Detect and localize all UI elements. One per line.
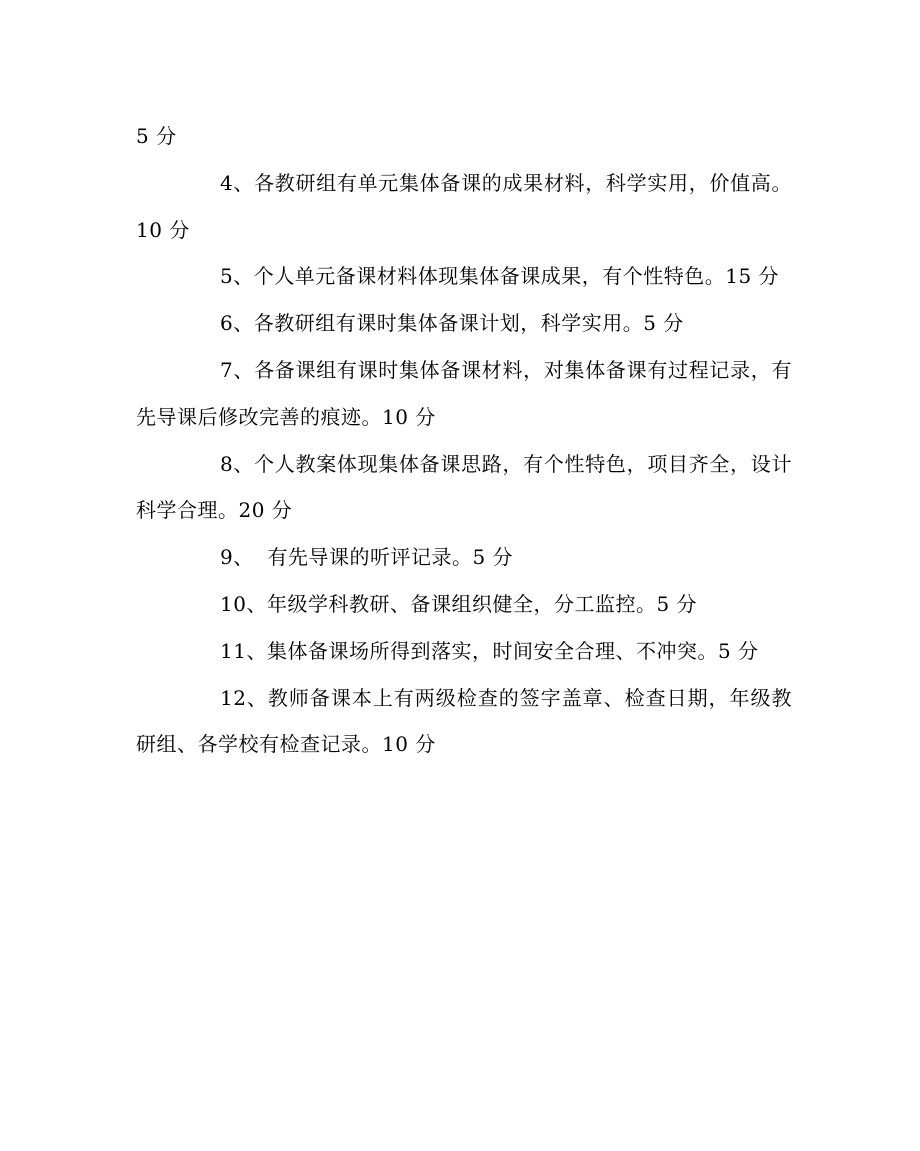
paragraph-item-4: 4、各教研组有单元集体备课的成果材料，科学实用，价值高。10 分 (136, 170, 792, 242)
paragraph-item-9: 9、 有先导课的听评记录。5 分 (220, 545, 514, 570)
document-body (136, 113, 792, 768)
paragraph-item-11: 11、集体备课场所得到落实，时间安全合理、不冲突。5 分 (220, 638, 759, 663)
paragraph-item-8: 8、个人教案体现集体备课思路，有个性特色，项目齐全，设计科学合理。20 分 (136, 451, 792, 523)
paragraph-item-12: 12、教师备课本上有两级检查的签字盖章、检查日期，年级教研组、各学校有检查记录。10 分 (136, 685, 792, 757)
paragraph-score-continuation: 5 分 (136, 124, 177, 148)
paragraph-item-5: 5、个人单元备课材料体现集体备课成果，有个性特色。15 分 (220, 264, 780, 289)
paragraph-item-6: 6、各教研组有课时集体备课计划，科学实用。5 分 (220, 311, 684, 336)
paragraph-item-10: 10、年级学科教研、备课组织健全，分工监控。5 分 (220, 591, 698, 616)
paragraph-item-7: 7、各备课组有课时集体备课材料，对集体备课有过程记录，有先导课后修改完善的痕迹。10 分 (136, 357, 792, 429)
